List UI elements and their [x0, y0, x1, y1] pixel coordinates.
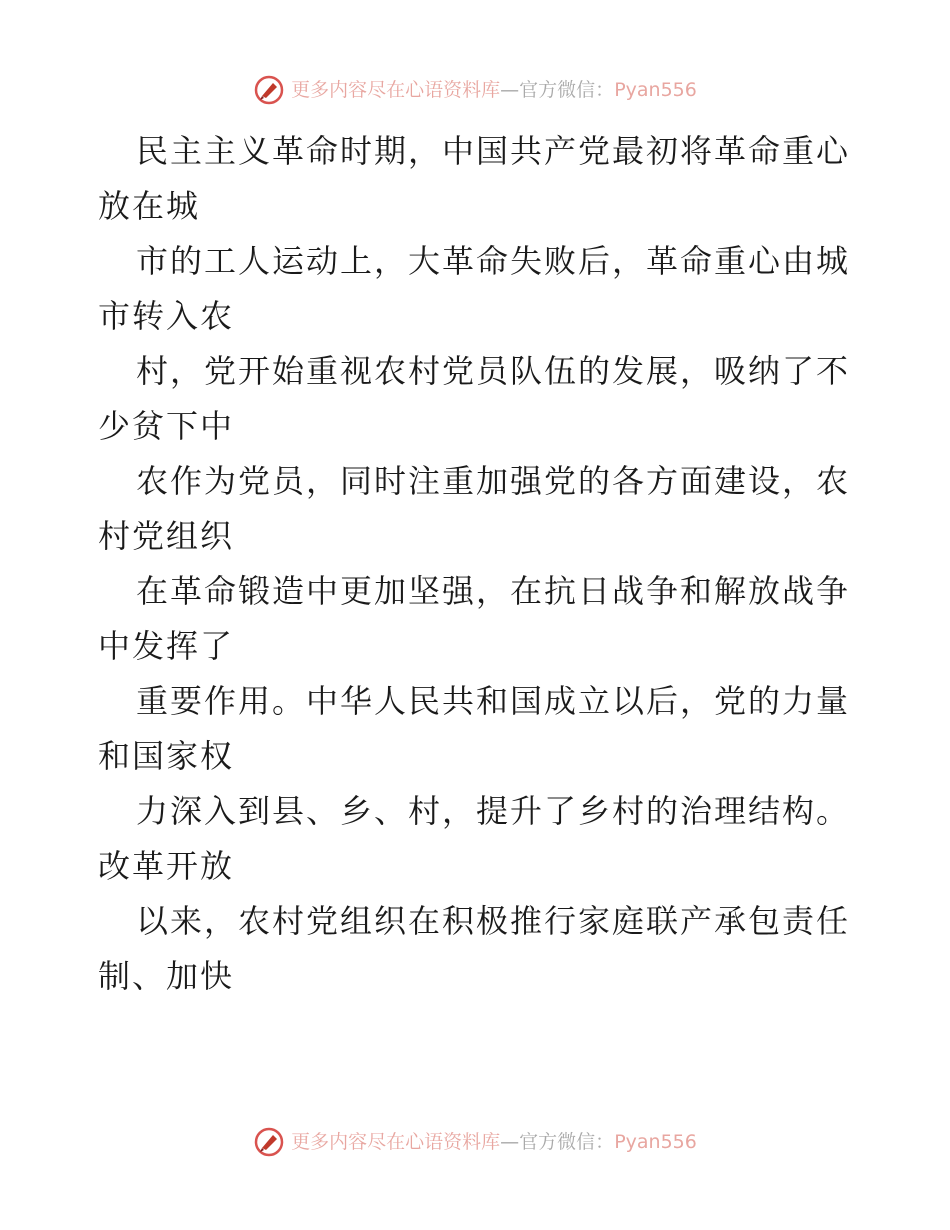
watermark-separator: —	[500, 79, 520, 101]
watermark-separator: —	[500, 1131, 520, 1153]
text-line: 村，党开始重视农村党员队伍的发展，吸纳了不	[136, 352, 851, 390]
text-line: 市转入农	[98, 297, 235, 335]
watermark-main-text: 更多内容尽在心语资料库	[291, 1131, 501, 1153]
text-line: 民主主义革命时期，中国共产党最初将革命重心	[136, 132, 851, 170]
watermark-wechat-id: Pyan556	[614, 79, 697, 101]
text-line: 放在城	[98, 187, 201, 225]
pen-nib-logo-icon	[253, 74, 285, 106]
footer-watermark	[0, 1126, 950, 1158]
text-line: 村党组织	[98, 517, 235, 555]
text-line: 在革命锻造中更加坚强，在抗日战争和解放战争	[136, 572, 851, 610]
text-line: 改革开放	[98, 847, 235, 885]
header-watermark	[0, 74, 950, 106]
text-line: 农作为党员，同时注重加强党的各方面建设，农	[136, 462, 851, 500]
text-line: 中发挥了	[98, 627, 235, 665]
watermark-wechat-id: Pyan556	[614, 1131, 697, 1153]
text-line: 以来，农村党组织在积极推行家庭联产承包责任	[136, 902, 851, 940]
pen-nib-logo-icon	[253, 1126, 285, 1158]
document-body	[98, 124, 858, 1004]
text-line: 制、加快	[98, 957, 235, 995]
text-line: 和国家权	[98, 737, 235, 775]
text-line: 少贫下中	[98, 407, 235, 445]
watermark-wechat-label: 官方微信：	[519, 1131, 615, 1153]
text-line: 市的工人运动上，大革命失败后，革命重心由城	[136, 242, 851, 280]
watermark-main-text: 更多内容尽在心语资料库	[291, 79, 501, 101]
text-line: 重要作用。中华人民共和国成立以后，党的力量	[136, 682, 851, 720]
watermark-wechat-label: 官方微信：	[519, 79, 615, 101]
text-line: 力深入到县、乡、村，提升了乡村的治理结构。	[136, 792, 851, 830]
